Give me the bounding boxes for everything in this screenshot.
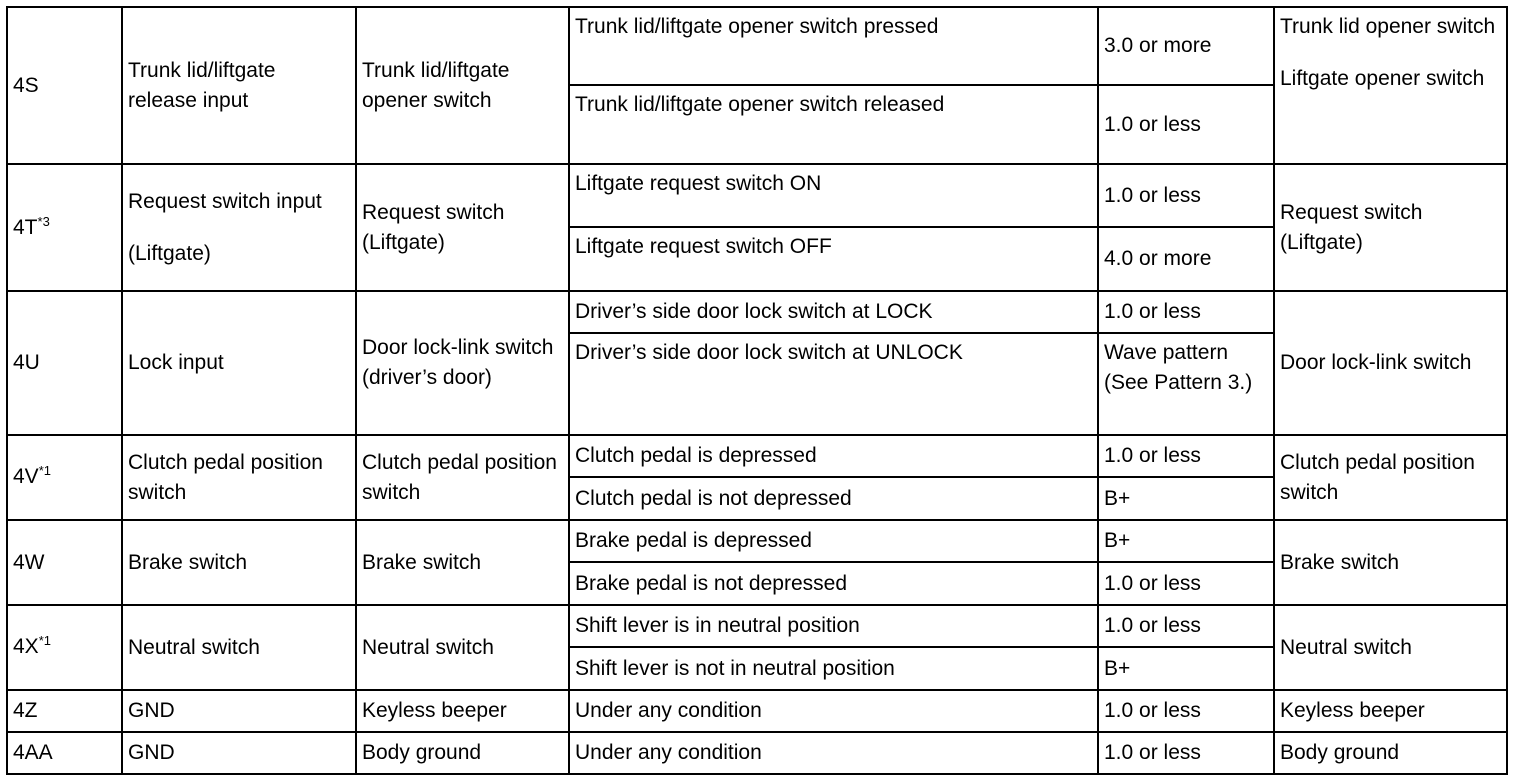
signal-cell: Lock input <box>122 291 356 435</box>
inspection-item: Liftgate opener switch <box>1280 67 1485 90</box>
table-row-4U <box>7 291 1507 333</box>
signal-text: (Liftgate) <box>128 241 211 265</box>
inspection-cell: Body ground <box>1274 732 1507 774</box>
table-row-4S <box>7 7 1507 85</box>
terminal-label: 4V <box>13 465 39 488</box>
terminal-cell <box>7 435 122 520</box>
voltage-cell: Wave pattern (See Pattern 3.) <box>1098 333 1274 435</box>
condition-cell: Liftgate request switch ON <box>569 164 1098 227</box>
connected-to-cell: Brake switch <box>356 520 569 605</box>
condition-cell: Shift lever is not in neutral position <box>569 647 1098 690</box>
voltage-cell: B+ <box>1098 520 1274 562</box>
signal-cell: Neutral switch <box>122 605 356 690</box>
voltage-cell: 3.0 or more <box>1098 7 1274 85</box>
connected-to-cell: Keyless beeper <box>356 690 569 732</box>
inspection-cell: Request switch (Liftgate) <box>1274 164 1507 291</box>
voltage-cell: 1.0 or less <box>1098 605 1274 647</box>
terminal-cell <box>7 520 122 605</box>
signal-cell: Trunk lid/liftgate release input <box>122 7 356 164</box>
table-row-4Z <box>7 690 1507 732</box>
table-row-4X <box>7 605 1507 647</box>
voltage-cell: 1.0 or less <box>1098 291 1274 333</box>
terminal-cell <box>7 605 122 690</box>
terminal-cell <box>7 7 122 164</box>
terminal-voltage-table <box>6 6 1508 775</box>
condition-cell: Under any condition <box>569 690 1098 732</box>
terminal-cell <box>7 732 122 774</box>
voltage-cell: B+ <box>1098 477 1274 520</box>
terminal-label: 4X <box>13 635 39 658</box>
terminal-cell <box>7 291 122 435</box>
voltage-cell: 1.0 or less <box>1098 562 1274 605</box>
footnote-mark: *1 <box>38 633 51 648</box>
terminal-cell <box>7 164 122 291</box>
condition-cell: Liftgate request switch OFF <box>569 227 1098 291</box>
table-row-4T <box>7 164 1507 227</box>
inspection-item: Trunk lid opener switch <box>1280 15 1496 38</box>
voltage-cell: 4.0 or more <box>1098 227 1274 291</box>
signal-cell: GND <box>122 732 356 774</box>
terminal-label: 4U <box>13 351 40 374</box>
footnote-mark: *1 <box>38 463 51 478</box>
condition-cell: Driver’s side door lock switch at LOCK <box>569 291 1098 333</box>
voltage-cell: 1.0 or less <box>1098 435 1274 477</box>
signal-cell: Brake switch <box>122 520 356 605</box>
table-row-4AA <box>7 732 1507 774</box>
condition-cell: Clutch pedal is depressed <box>569 435 1098 477</box>
connected-to-cell: Request switch (Liftgate) <box>356 164 569 291</box>
signal-text: Request switch input <box>128 189 322 213</box>
condition-cell: Trunk lid/liftgate opener switch released <box>569 85 1098 164</box>
condition-cell: Shift lever is in neutral position <box>569 605 1098 647</box>
condition-cell: Under any condition <box>569 732 1098 774</box>
condition-cell: Driver’s side door lock switch at UNLOCK <box>569 333 1098 435</box>
terminal-label: 4W <box>13 550 45 574</box>
terminal-label: 4T <box>13 215 38 239</box>
inspection-cell <box>1274 7 1507 164</box>
inspection-cell: Clutch pedal position switch <box>1274 435 1507 520</box>
connected-to-cell: Door lock-link switch (driver’s door) <box>356 291 569 435</box>
signal-cell: Clutch pedal position switch <box>122 435 356 520</box>
inspection-cell: Brake switch <box>1274 520 1507 605</box>
table-row-4W <box>7 520 1507 562</box>
condition-cell: Clutch pedal is not depressed <box>569 477 1098 520</box>
connected-to-cell: Clutch pedal position switch <box>356 435 569 520</box>
voltage-cell: 1.0 or less <box>1098 85 1274 164</box>
condition-cell: Brake pedal is not depressed <box>569 562 1098 605</box>
condition-cell: Brake pedal is depressed <box>569 520 1098 562</box>
inspection-cell: Door lock-link switch <box>1274 291 1507 435</box>
terminal-label: 4Z <box>13 699 38 722</box>
signal-cell <box>122 164 356 291</box>
inspection-cell: Keyless beeper <box>1274 690 1507 732</box>
terminal-label: 4S <box>13 73 39 97</box>
connected-to-cell: Body ground <box>356 732 569 774</box>
connected-to-cell: Neutral switch <box>356 605 569 690</box>
connected-to-cell: Trunk lid/liftgate opener switch <box>356 7 569 164</box>
voltage-cell: 1.0 or less <box>1098 690 1274 732</box>
table-row-4V <box>7 435 1507 477</box>
voltage-cell: 1.0 or less <box>1098 732 1274 774</box>
condition-cell: Trunk lid/liftgate opener switch pressed <box>569 7 1098 85</box>
voltage-cell: 1.0 or less <box>1098 164 1274 227</box>
signal-cell: GND <box>122 690 356 732</box>
footnote-mark: *3 <box>37 213 50 229</box>
voltage-cell: B+ <box>1098 647 1274 690</box>
inspection-cell: Neutral switch <box>1274 605 1507 690</box>
terminal-cell <box>7 690 122 732</box>
terminal-label: 4AA <box>13 741 53 764</box>
